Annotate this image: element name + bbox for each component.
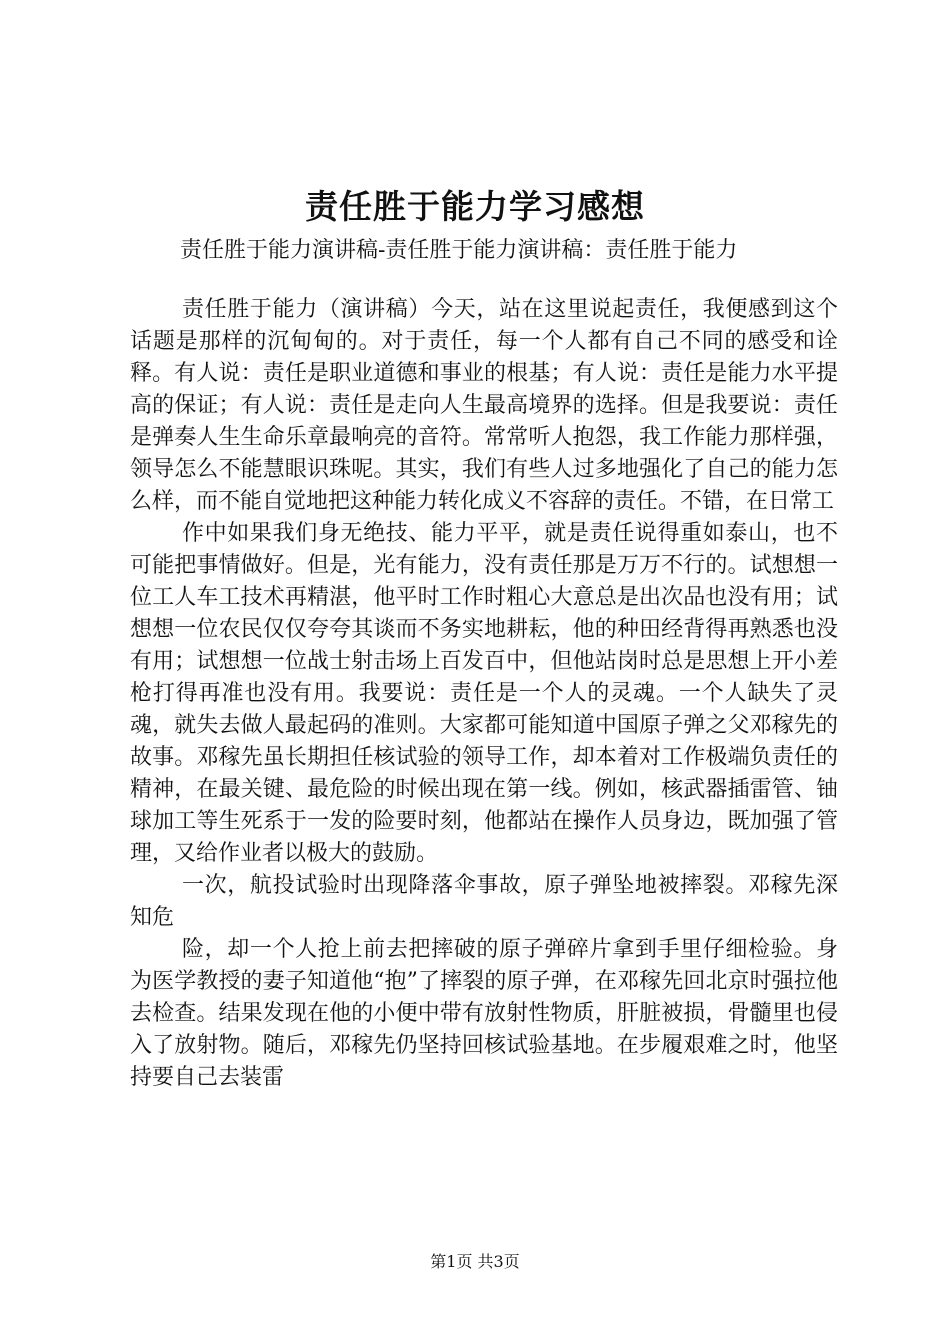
body-paragraph: 险，却一个人抢上前去把摔破的原子弹碎片拿到手里仔细检验。身为医学教授的妻子知道他“抱”了摔裂的原子弹，在邓稼先回北京时强拉他去检查。结果发现在他的小便中带有放射性物质，肝脏被损，骨髓里也侵入了放射物。随后，邓稼先仍坚持回核试验基地。在步履艰难之时，他坚持要自己去装雷 [130,937,838,1090]
document-body [130,294,838,1094]
body-paragraph: 作中如果我们身无绝技、能力平平，就是责任说得重如泰山，也不可能把事情做好。但是，光有能力，没有责任那是万万不行的。试想想一位工人车工技术再精湛，他平时工作时粗心大意总是出次品也没有用；试想想一位农民仅仅夸夸其谈而不务实地耕耘，他的种田经背得再熟悉也没有用；试想想一位战士射击场上百发百中，但他站岗时总是思想上开小差枪打得再准也没有用。我要说：责任是一个人的灵魂。一个人缺失了灵魂，就失去做人最起码的准则。大家都可能知道中国原子弹之父邓稼先的故事。邓稼先虽长期担任核试验的领导工作，却本着对工作极端负责任的精神，在最关键、最危险的时候出现在第一线。例如，核武器插雷管、铀球加工等生死系于一发的险要时刻，他都站在操作人员身边，既加强了管理，又给作业者以极大的鼓励。 [130,521,838,866]
body-paragraph: 责任胜于能力（演讲稿）今天，站在这里说起责任，我便感到这个话题是那样的沉甸甸的。对于责任，每一个人都有自己不同的感受和诠释。有人说：责任是职业道德和事业的根基；有人说：责任是能力水平提高的保证；有人说：责任是走向人生最高境界的选择。但是我要说：责任是弹奏人生生命乐章最响亮的音符。常常听人抱怨，我工作能力那样强，领导怎么不能慧眼识珠呢。其实，我们有些人过多地强化了自己的能力怎么样，而不能自觉地把这种能力转化成义不容辞的责任。不错，在日常工 [130,297,838,514]
document-subtitle: 责任胜于能力演讲稿-责任胜于能力演讲稿：责任胜于能力 [180,238,738,263]
body-paragraph: 一次，航投试验时出现降落伞事故，原子弹坠地被摔裂。邓稼先深知危 [130,873,838,930]
page-number-footer: 第1页 共3页 [430,1252,520,1271]
document-title: 责任胜于能力学习感想 [305,187,645,226]
